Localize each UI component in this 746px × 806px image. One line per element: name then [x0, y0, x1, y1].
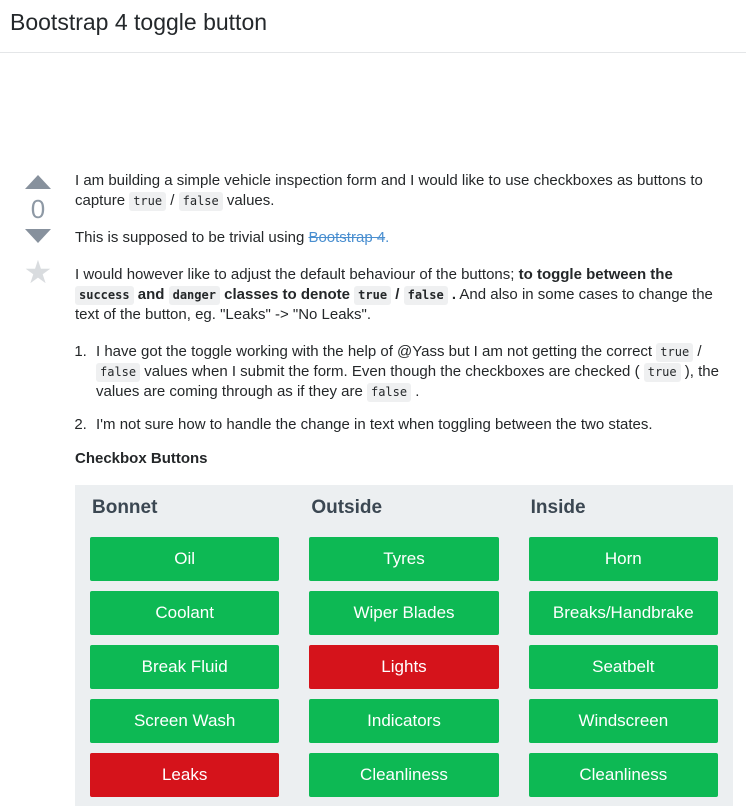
inline-code: false: [96, 363, 140, 382]
toggle-button-indicators[interactable]: Indicators: [309, 699, 498, 743]
column-title-inside: Inside: [530, 497, 586, 518]
question-paragraph-intro: [75, 171, 733, 211]
toggle-button-break-fluid[interactable]: Break Fluid: [90, 645, 279, 689]
toggle-button-coolant[interactable]: Coolant: [90, 591, 279, 635]
question-page: [0, 8, 746, 806]
toggle-button-cleanliness[interactable]: Cleanliness: [529, 753, 718, 797]
text-run: I am building a simple vehicle inspection form and I would like to use checkboxes as buttons to capture: [75, 172, 703, 209]
toggle-button-tyres[interactable]: Tyres: [309, 537, 498, 581]
bold-text: /: [391, 286, 404, 303]
checkbox-buttons-heading: Checkbox Buttons: [75, 450, 208, 467]
toggle-button-cleanliness[interactable]: Cleanliness: [309, 753, 498, 797]
title-divider: [0, 52, 746, 53]
inline-code: danger: [169, 286, 220, 305]
text-run: I'm not sure how to handle the change in text when toggling between the two states.: [96, 416, 653, 433]
text-run: This is supposed to be trivial using: [75, 229, 309, 246]
inline-code: true: [656, 343, 693, 362]
column-title-outside: Outside: [311, 497, 383, 518]
toggle-button-horn[interactable]: Horn: [529, 537, 718, 581]
text-run: values when I submit the form. Even though the checkboxes are checked (: [140, 363, 644, 380]
text-run: /: [166, 192, 179, 209]
inline-code: true: [129, 192, 166, 211]
inline-code: false: [179, 192, 223, 211]
bold-text: and: [133, 286, 169, 303]
question-paragraph-trivial: [75, 228, 733, 248]
toggle-button-wiper-blades[interactable]: Wiper Blades: [309, 591, 498, 635]
question-row: [16, 171, 733, 806]
upvote-arrow-icon[interactable]: [25, 175, 51, 189]
question-body: [75, 171, 733, 806]
text-run: And also in some cases to change the text of the button, eg. "Leaks" -> "No Leaks".: [75, 286, 713, 323]
question-list-item-1: [91, 342, 733, 402]
bold-text: to toggle between the: [518, 266, 673, 283]
toggle-button-windscreen[interactable]: Windscreen: [529, 699, 718, 743]
panel-column-bonnet: [75, 495, 294, 797]
text-run: /: [693, 343, 702, 360]
text-run: I would however like to adjust the default behaviour of the buttons;: [75, 266, 519, 283]
bold-text: classes to denote: [219, 286, 355, 303]
link-punctuation: .: [385, 229, 390, 246]
inline-code: false: [367, 383, 411, 402]
toggle-button-leaks[interactable]: Leaks: [90, 753, 279, 797]
toggle-button-screen-wash[interactable]: Screen Wash: [90, 699, 279, 743]
vote-count: 0: [30, 194, 46, 224]
column-title-bonnet: Bonnet: [92, 497, 158, 518]
panel-column-outside: [294, 495, 513, 797]
text-run: ), the values are coming through as if they are: [96, 363, 719, 400]
question-issue-list: [75, 342, 733, 435]
inline-code: false: [404, 286, 448, 305]
toggle-button-seatbelt[interactable]: Seatbelt: [529, 645, 718, 689]
page-title: Bootstrap 4 toggle button: [10, 9, 268, 35]
toggle-button-oil[interactable]: Oil: [90, 537, 279, 581]
question-list-item-2: [91, 415, 733, 435]
inline-code: true: [354, 286, 391, 305]
toggle-button-lights[interactable]: Lights: [309, 645, 498, 689]
text-run: I have got the toggle working with the help of @Yass but I am not getting the correct: [96, 343, 657, 360]
downvote-arrow-icon[interactable]: [25, 229, 51, 243]
toggle-button-breaks-handbrake[interactable]: Breaks/Handbrake: [529, 591, 718, 635]
question-paragraph-behaviour: [75, 265, 733, 325]
text-run: values.: [222, 192, 275, 209]
inline-code: success: [75, 286, 134, 305]
inline-code: true: [644, 363, 681, 382]
checkbox-buttons-panel: [75, 485, 733, 806]
vote-cell: [16, 171, 60, 806]
bold-text: .: [447, 286, 457, 303]
bootstrap-4-link[interactable]: Bootstrap 4: [308, 229, 386, 246]
text-run: .: [411, 383, 420, 400]
panel-column-inside: [514, 495, 733, 797]
favorite-star-icon[interactable]: ★: [23, 254, 53, 290]
